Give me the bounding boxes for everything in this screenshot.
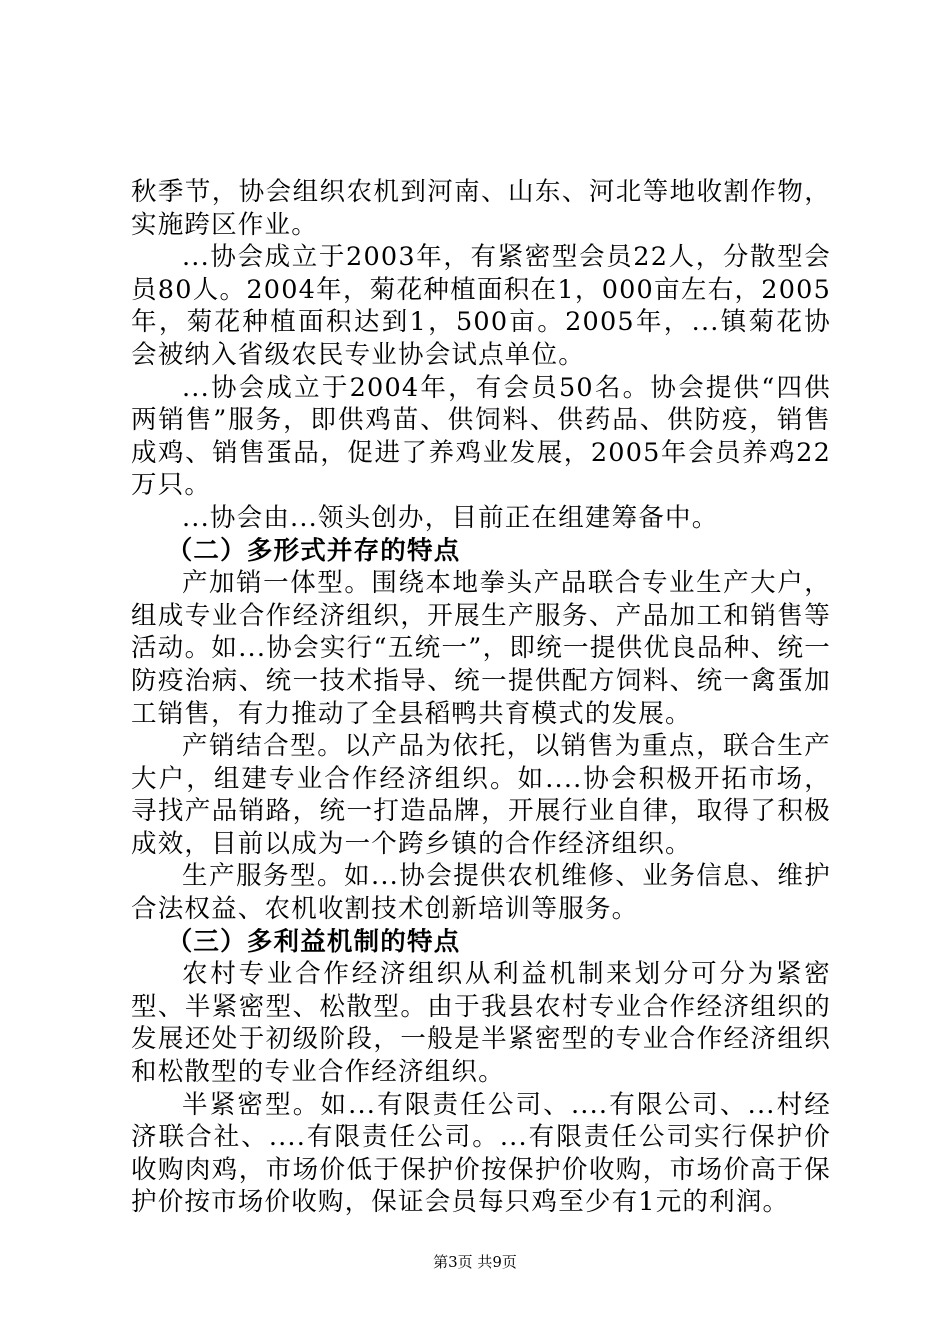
section-heading: （二）多形式并存的特点 [166, 535, 461, 566]
document-body [131, 176, 831, 1219]
paragraph: 秋季节，协会组织农机到河南、山东、河北等地收割作物，实施跨区作业。 [131, 177, 831, 240]
page-footer [0, 1252, 950, 1272]
paragraph: 半紧密型。如...有限责任公司、....有限公司、...村经济联合社、....有限责任公司。...有限责任公司实行保护价收购肉鸡，市场价低于保护价按保护价收购，市场价高于保护价按市场价收购，保证会员每只鸡至少有1元的利润。 [131, 1089, 831, 1218]
paragraph: 产销结合型。以产品为依托，以销售为重点，联合生产大户，组建专业合作经济组织。如....协会积极开拓市场，寻找产品销路，统一打造品牌，开展行业自律，取得了积极成效，目前以成为一个跨乡镇的合作经济组织。 [131, 731, 831, 859]
paragraph: ...协会成立于2004年，有会员50名。协会提供“四供两销售”服务，即供鸡苗、供饲料、供药品、供防疫，销售成鸡、销售蛋品，促进了养鸡业发展，2005年会员养鸡22万只。 [131, 372, 831, 501]
paragraph: ...协会由...领头创办，目前正在组建筹备中。 [182, 502, 719, 533]
page-number-label: 第3页 共9页 [433, 1253, 517, 1271]
paragraph: ...协会成立于2003年，有紧密型会员22人，分散型会员80人。2004年，菊花种植面积在1，000亩左右，2005年，菊花种植面积达到1，500亩。2005年，...镇菊花协会被纳入省级农民专业协会试点单位。 [131, 242, 831, 370]
paragraph: 生产服务型。如...协会提供农机维修、业务信息、维护合法权益、农机收割技术创新培训等服务。 [131, 861, 831, 925]
paragraph: 产加销一体型。围绕本地拳头产品联合专业生产大户，组成专业合作经济组织，开展生产服务、产品加工和销售等活动。如...协会实行“五统一”，即统一提供优良品种、统一防疫治病、统一技术指导、统一提供配方饲料、统一禽蛋加工销售，有力推动了全县稻鸭共育模式的发展。 [131, 568, 831, 729]
section-heading: （三）多利益机制的特点 [166, 926, 461, 957]
paragraph: 农村专业合作经济组织从利益机制来划分可分为紧密型、半紧密型、松散型。由于我县农村专业合作经济组织的发展还处于初级阶段，一般是半紧密型的专业合作经济组织和松散型的专业合作经济组织。 [131, 959, 831, 1088]
